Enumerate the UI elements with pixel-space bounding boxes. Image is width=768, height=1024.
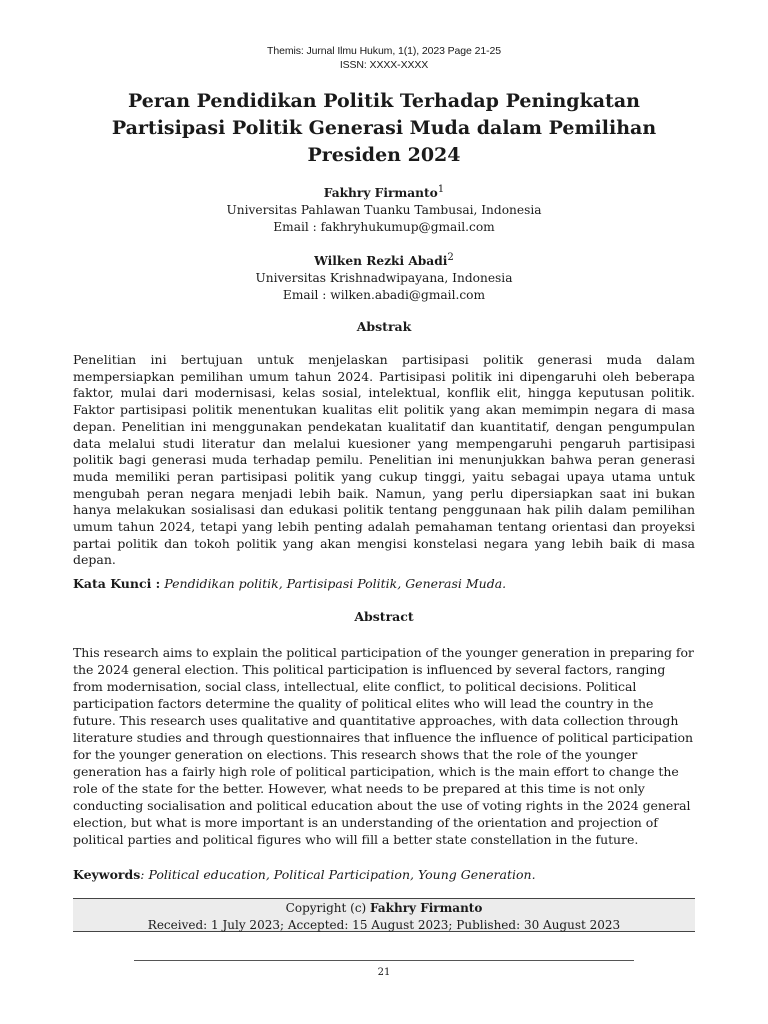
keywords-label: Keywords: [73, 867, 141, 882]
abstract-body: This research aims to explain the political participation of the younger generation in preparing for the 2024 general election. This political participation is influenced by several factors, ranging from modernisation, social class, intellectual, elite conflict, to political decisions. Political participation factors determine the quality of political elites who will lead the country in the future. This research uses qualitative and quantitative approaches, with data collection through literature studies and through questionnaires that influence the influence of political participation for the younger generation on elections. This research shows that the role of the younger generation has a fairly high role of political participation, which is the main effort to change the role of the state for the better. However, what needs to be prepared at this time is not only conducting socialisation and political education about the use of voting rights in the 2024 general election, but what is more important is an understanding of the orientation and projection of political parties and political figures who will fill a better state constellation in the future.: [73, 645, 694, 847]
abstrak-body: Penelitian ini bertujuan untuk menjelaskan partisipasi politik generasi muda dalam mempersiapkan pemilihan umum tahun 2024. Partisipasi politik ini dipengaruhi oleh beberapa faktor, mulai dari modernisasi, kelas sosial, intelektual, konflik elit, hingga keputusan politik. Faktor partisipasi politik menentukan kualitas elit politik yang akan memimpin negara di masa depan. Penelitian ini menggunakan pendekatan kualitatif dan kuantitatif, dengan pengumpulan data melalui studi literatur dan melalui kuesioner yang mempengaruhi pengaruh partisipasi politik bagi generasi muda terhadap pemilu. Penelitian ini menunjukkan bahwa peran generasi muda memiliki peran partisipasi politik yang cukup tinggi, yaitu sebagai upaya utama untuk mengubah peran negara menjadi lebih baik. Namun, yang perlu dipersiapkan saat ini bukan hanya melakukan sosialisasi dan edukasi politik tentang penggunaan hak pilih dalam pemilihan umum tahun 2024, tetapi yang lebih penting adalah pemahaman tentang orientasi dan proyeksi partai politik dan tokoh politik yang akan mengisi konstelasi negara yang lebih baik di masa depan.: [73, 352, 695, 568]
copyright-line: [73, 900, 695, 917]
paper-title: Peran Pendidikan Politik Terhadap Peningkatan Partisipasi Politik Generasi Muda dalam Pemilihan Presiden 2024: [111, 90, 657, 166]
abstract-heading: Abstract: [354, 609, 414, 624]
author-name: [0, 181, 768, 202]
author-superscript: 1: [437, 184, 445, 195]
author-affiliation: Universitas Krishnadwipayana, Indonesia: [255, 271, 513, 286]
copyright-holder: Fakhry Firmanto: [370, 901, 483, 915]
kata-kunci-label: Kata Kunci :: [73, 576, 161, 591]
author-block-1: [0, 181, 768, 236]
footer-rule: [134, 960, 634, 961]
abstrak-heading: Abstrak: [356, 319, 412, 334]
kata-kunci: [73, 575, 695, 592]
author-block-2: [0, 249, 768, 304]
kata-kunci-values: Pendidikan politik, Partisipasi Politik, Generasi Muda.: [164, 576, 507, 591]
author-affiliation: Universitas Pahlawan Tuanku Tambusai, Indonesia: [226, 203, 542, 218]
copyright-box: [73, 898, 695, 932]
keywords-values: : Political education, Political Participation, Young Generation.: [140, 867, 536, 882]
author-name-text: Fakhry Firmanto: [323, 186, 438, 201]
author-superscript: 2: [447, 252, 454, 263]
copyright-prefix: Copyright (c): [285, 901, 371, 915]
author-name: [0, 249, 768, 270]
journal-issn: ISSN: XXXX-XXXX: [339, 59, 429, 71]
author-name-text: Wilken Rezki Abadi: [314, 254, 448, 269]
publication-dates: Received: 1 July 2023; Accepted: 15 August 2023; Published: 30 August 2023: [147, 917, 621, 932]
journal-citation: Themis: Jurnal Ilmu Hukum, 1(1), 2023 Page 21-25: [267, 45, 501, 57]
author-email: Email : fakhryhukumup@gmail.com: [273, 220, 495, 235]
author-email: Email : wilken.abadi@gmail.com: [282, 288, 486, 303]
page-number: 21: [377, 967, 391, 978]
journal-header: [0, 44, 768, 72]
keywords: [73, 866, 695, 883]
